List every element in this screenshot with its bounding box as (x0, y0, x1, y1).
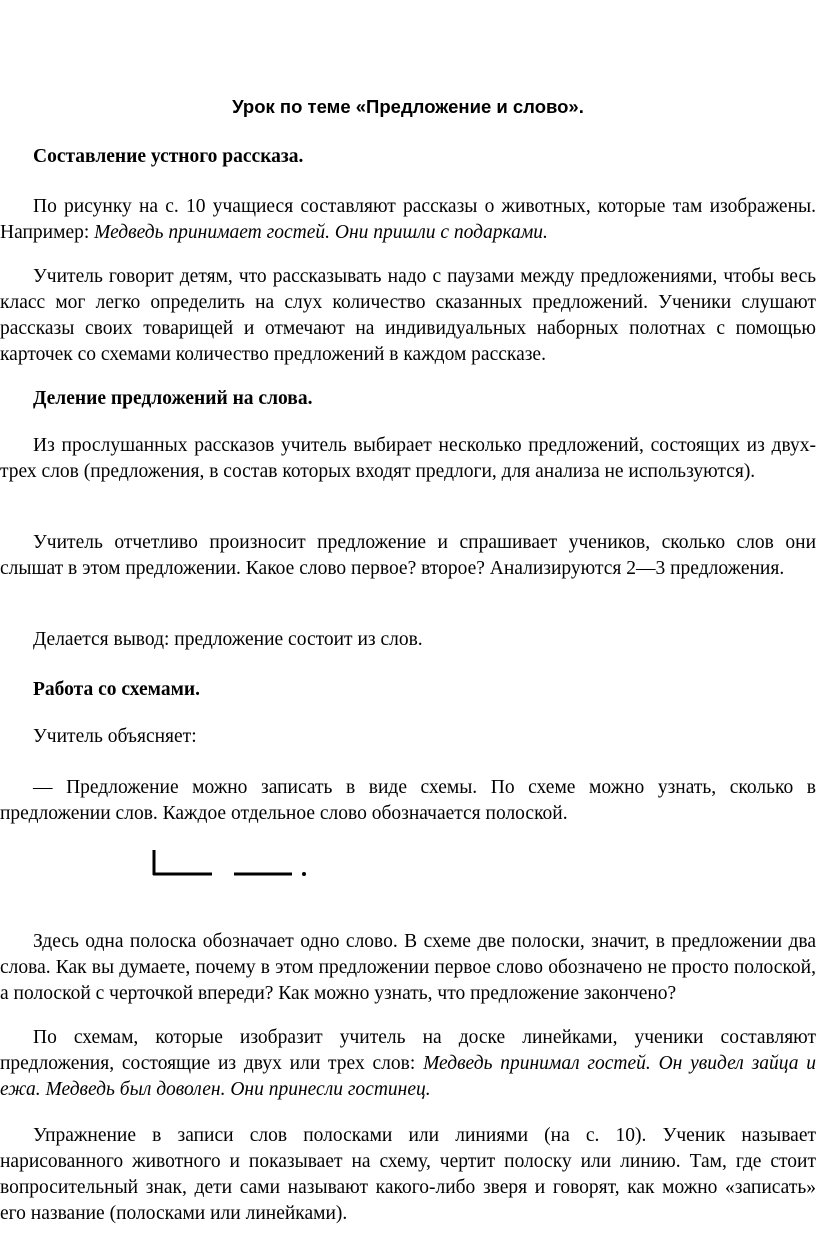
section-heading: Составление устного рассказа. (33, 146, 304, 167)
paragraph-plain-text: По схемам, которые изобразит учитель на доске линейками, ученики составляют предложения, состоящие из двух или трех слов: (0, 1027, 816, 1074)
paragraph (0, 194, 816, 246)
paragraph-text (0, 194, 816, 246)
paragraph-text: Из прослушанных рассказов учитель выбирает несколько предложений, состоящих из двух-трех слов (предложения, в состав которых входят предлоги, для анализа не используются). (0, 435, 816, 482)
paragraph (0, 929, 816, 1007)
paragraph (0, 775, 816, 827)
page-title: Урок по теме «Предложение и слово». (232, 96, 584, 117)
paragraph (0, 1123, 816, 1227)
paragraph-text: Учитель объясняет: (33, 726, 197, 747)
section-heading: Деление предложений на слова. (33, 388, 313, 409)
section-heading-word-division (0, 386, 816, 412)
paragraph-text: Учитель говорит детям, что рассказывать надо с паузами между предложениями, чтобы весь класс мог легко определить на слух количество сказанных предложений. Ученики слушают рассказы своих товарищей и отмечают на индивидуальных наборных полотнах с помощью карточек со схемами количество предложений в каждом рассказе. (0, 266, 816, 365)
paragraph-plain-text: По рисунку на с. 10 учащиеся составляют рассказы о животных, которые там изображены. Например: (0, 196, 816, 243)
paragraph (0, 724, 816, 750)
section-heading: Работа со схемами. (33, 679, 200, 700)
paragraph-text: Делается вывод: предложение состоит из слов. (33, 629, 423, 650)
example-italic-text: Медведь принимает гостей. Они пришли с подарками. (94, 222, 548, 243)
example-italic-text: Медведь принимал гостей. Он увидел зайца и ежа. Медведь был доволен. Они принесли гостинец. (0, 1053, 816, 1100)
paragraph (0, 433, 816, 485)
paragraph (0, 627, 816, 653)
paragraph-text: Учитель отчетливо произносит предложение и спрашивает учеников, сколько слов они слышат в этом предложении. Какое слово первое? второе? Анализируются 2—3 предложения. (0, 532, 816, 579)
paragraph-text: Упражнение в записи слов полосками или линиями (на с. 10). Ученик называет нарисованного животного и показывает на схему, чертит полоску или линию. Там, где стоит вопросительный знак, дети сами называют какого-либо зверя и говорят, как можно «записать» его название (полосками или линейками). (0, 1125, 816, 1224)
section-heading-schemes (0, 677, 816, 703)
paragraph (0, 1025, 816, 1103)
paragraph-text: Здесь одна полоска обозначает одно слово. В схеме две полоски, значит, в предложении два слова. Как вы думаете, почему в этом предложении первое слово обозначено не просто полоской, а полоской с черточкой впереди? Как можно узнать, что предложение закончено? (0, 931, 816, 1004)
section-heading-oral-story (0, 144, 816, 170)
paragraph (0, 530, 816, 582)
paragraph-text (0, 1025, 816, 1103)
paragraph-text: — Предложение можно записать в виде схемы. По схеме можно узнать, сколько в предложении слов. Каждое отдельное слово обозначается полоской. (0, 777, 816, 824)
sentence-scheme-icon (150, 848, 320, 878)
paragraph (0, 264, 816, 368)
